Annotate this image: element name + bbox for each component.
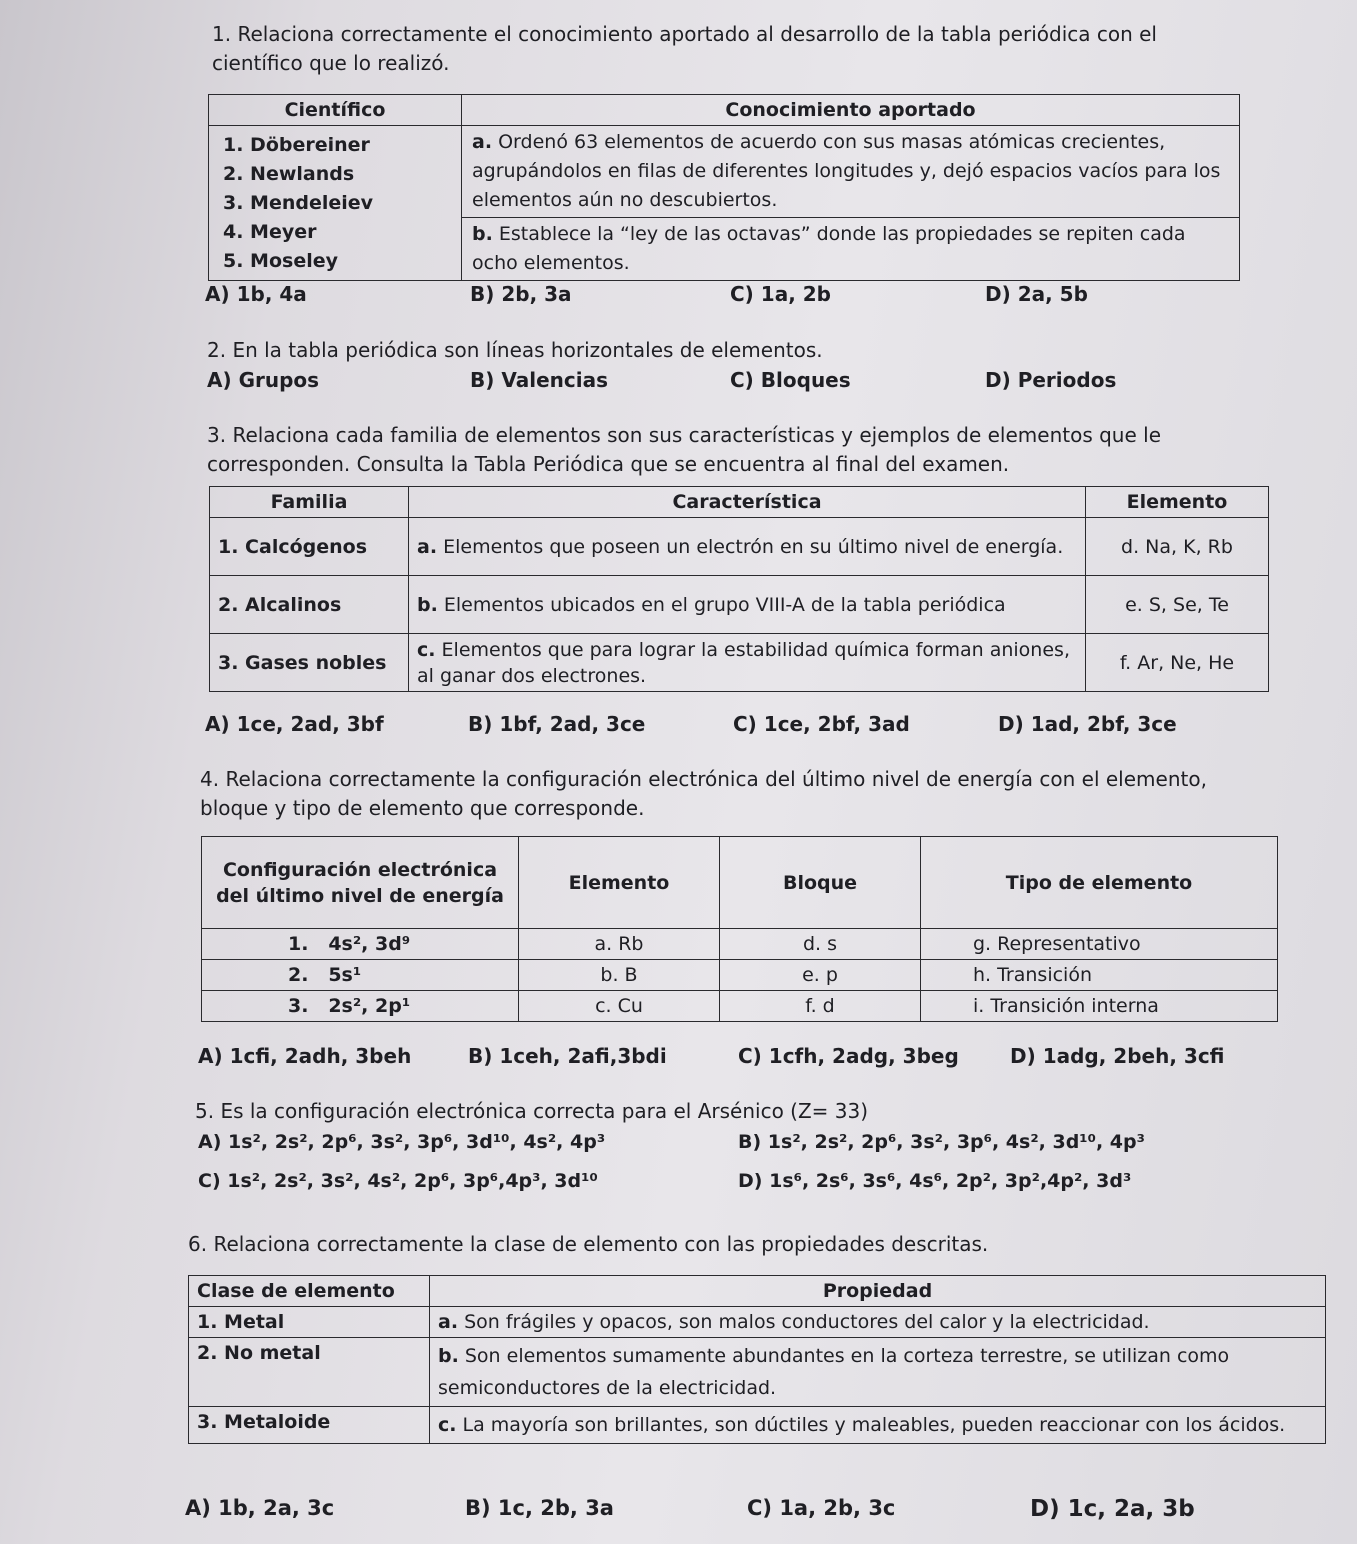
q3-header-element: Elemento [1086,487,1269,518]
q4-header-element: Elemento [519,837,720,929]
q1-scientist: 5. Moseley [223,249,338,272]
q3-characteristic: c. Elementos que para lograr la estabilidad química forman aniones, al ganar dos electrones. [409,634,1086,692]
q6-property: c. La mayoría son brillantes, son dúctiles y maleables, pueden reaccionar con los ácidos. [430,1407,1326,1444]
q3-option-d[interactable]: D) 1ad, 2bf, 3ce [998,712,1177,736]
q1-option-a[interactable]: A) 1b, 4a [205,282,307,306]
q3-option-b[interactable]: B) 1bf, 2ad, 3ce [468,712,646,736]
q6-class: 2. No metal [189,1338,430,1407]
q6-option-a[interactable]: A) 1b, 2a, 3c [185,1496,335,1520]
q4-block: f. d [720,991,921,1022]
q3-characteristic: b. Elementos ubicados en el grupo VIII-A de la tabla periódica [409,576,1086,634]
q3-element: e. S, Se, Te [1086,576,1269,634]
q4-table [201,836,1278,1022]
q4-option-a[interactable]: A) 1cfi, 2adh, 3beh [198,1044,412,1068]
q6-question: 6. Relaciona correctamente la clase de elemento con las propiedades descritas. [188,1232,989,1256]
q3-row [210,576,1269,634]
q1-knowledge-a: a. Ordenó 63 elementos de acuerdo con sus masas atómicas crecientes, agrupándolos en filas de diferentes longitudes y, dejó espacios vacíos para los elementos aún no descubiertos. [462,126,1239,218]
q4-option-b[interactable]: B) 1ceh, 2afi,3bdi [468,1044,667,1068]
q3-element: f. Ar, Ne, He [1086,634,1269,692]
q6-header-prop: Propiedad [430,1276,1326,1307]
q1-scientist: 4. Meyer [223,220,317,243]
q1-header-scientist: Científico [209,95,462,126]
q4-element: b. B [519,960,720,991]
q5-question: 5. Es la configuración electrónica correcta para el Arsénico (Z= 33) [195,1099,869,1123]
q3-question: 3. Relaciona cada familia de elementos son sus características y ejemplos de elementos que le corresponden. Consulta la Tabla Periódica que se encuentra al final del examen. [207,423,1162,476]
q3-table [209,486,1269,692]
q3-option-c[interactable]: C) 1ce, 2bf, 3ad [733,712,910,736]
q6-row [189,1407,1326,1444]
q3-family: 1. Calcógenos [210,518,409,576]
q4-header-block: Bloque [720,837,921,929]
q6-table [188,1275,1326,1444]
q1-scientist: 3. Mendeleiev [223,191,374,214]
q4-element: c. Cu [519,991,720,1022]
q1-question: 1. Relaciona correctamente el conocimiento aportado al desarrollo de la tabla periódica con el científico que lo realizó. [212,22,1157,75]
q1-knowledge-b: b. Establece la “ley de las octavas” donde las propiedades se repiten cada ocho elementos. [472,223,1186,274]
q3-option-a[interactable]: A) 1ce, 2ad, 3bf [205,712,384,736]
q5-option-d[interactable]: D) 1s⁶, 2s⁶, 3s⁶, 4s⁶, 2p², 3p²,4p², 3d³ [738,1170,1132,1192]
q1-option-c[interactable]: C) 1a, 2b [730,282,831,306]
q1-option-d[interactable]: D) 2a, 5b [985,282,1088,306]
q2-option-d[interactable]: D) Periodos [985,368,1117,392]
q6-option-d[interactable]: D) 1c, 2a, 3b [1030,1496,1195,1522]
q4-option-c[interactable]: C) 1cfh, 2adg, 3beg [738,1044,959,1068]
q3-header-char: Característica [409,487,1086,518]
q5-option-c[interactable]: C) 1s², 2s², 3s², 4s², 2p⁶, 3p⁶,4p³, 3d¹⁰ [198,1170,598,1192]
q1-scientist: 1. Döbereiner [223,133,370,156]
q6-class: 3. Metaloide [189,1407,430,1444]
q6-row [189,1338,1326,1407]
q3-family: 2. Alcalinos [210,576,409,634]
q4-row [202,960,1278,991]
q4-header-type: Tipo de elemento [921,837,1278,929]
q3-characteristic: a. Elementos que poseen un electrón en su último nivel de energía. [409,518,1086,576]
q4-option-d[interactable]: D) 1adg, 2beh, 3cfi [1010,1044,1225,1068]
q2-option-a[interactable]: A) Grupos [207,368,320,392]
q6-property: b. Son elementos sumamente abundantes en la corteza terrestre, se utilizan como semiconductores de la electricidad. [430,1338,1326,1407]
q5-option-b[interactable]: B) 1s², 2s², 2p⁶, 3s², 3p⁶, 4s², 3d¹⁰, 4p³ [738,1131,1145,1153]
q4-row [202,929,1278,960]
q4-type: g. Representativo [921,929,1278,960]
q4-type: i. Transición interna [921,991,1278,1022]
q4-config: 3. 2s², 2p¹ [202,991,519,1022]
q3-row [210,634,1269,692]
q2-option-b[interactable]: B) Valencias [470,368,608,392]
q4-header-config: Configuración electrónica del último nivel de energía [202,837,519,929]
q6-class: 1. Metal [189,1307,430,1338]
q6-option-b[interactable]: B) 1c, 2b, 3a [465,1496,614,1520]
q1-knowledge-cell [462,126,1240,281]
q1-scientist-list [209,126,462,281]
q6-property: a. Son frágiles y opacos, son malos conductores del calor y la electricidad. [430,1307,1326,1338]
q2-option-c[interactable]: C) Bloques [730,368,851,392]
q1-table [208,94,1240,281]
q1-option-b[interactable]: B) 2b, 3a [470,282,572,306]
q3-family: 3. Gases nobles [210,634,409,692]
q6-header-class: Clase de elemento [189,1276,430,1307]
q3-row [210,518,1269,576]
q6-row [189,1307,1326,1338]
q6-option-c[interactable]: C) 1a, 2b, 3c [747,1496,896,1520]
q3-header-family: Familia [210,487,409,518]
q4-element: a. Rb [519,929,720,960]
q5-option-a[interactable]: A) 1s², 2s², 2p⁶, 3s², 3p⁶, 3d¹⁰, 4s², 4p³ [198,1131,606,1153]
q2-question: 2. En la tabla periódica son líneas horizontales de elementos. [207,338,823,362]
q4-row [202,991,1278,1022]
q1-scientist: 2. Newlands [223,162,355,185]
q4-type: h. Transición [921,960,1278,991]
q4-block: e. p [720,960,921,991]
q4-config: 2. 5s¹ [202,960,519,991]
q4-block: d. s [720,929,921,960]
q1-header-knowledge: Conocimiento aportado [462,95,1240,126]
q4-config: 1. 4s², 3d⁹ [202,929,519,960]
q4-question: 4. Relaciona correctamente la configuración electrónica del último nivel de energía con el elemento, bloque y tipo de elemento que corresponde. [200,767,1207,820]
q3-element: d. Na, K, Rb [1086,518,1269,576]
